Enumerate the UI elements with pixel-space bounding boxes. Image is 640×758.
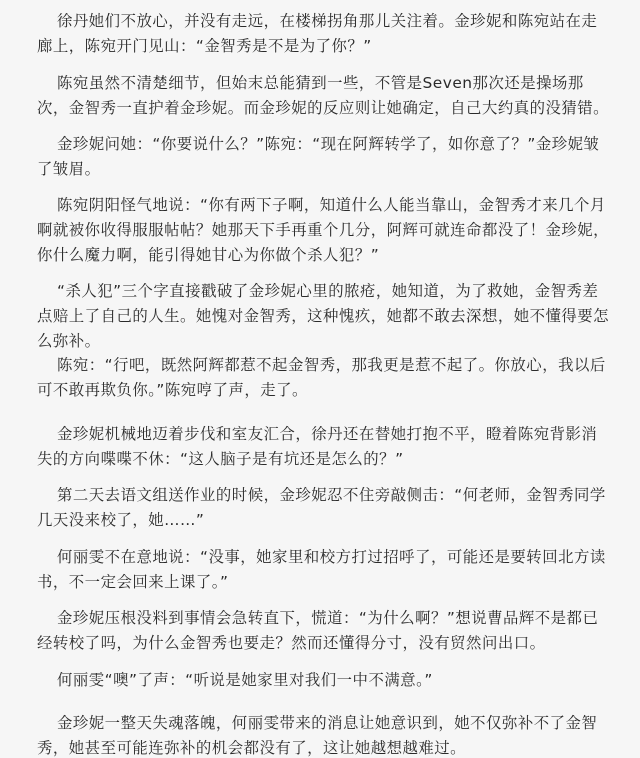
paragraph-11: 何丽雯“噢”了声：“听说是她家里对我们一中不满意。” bbox=[57, 671, 433, 689]
paragraph-4: 陈宛阴阳怪气地说：“你有两下子啊，知道什么人能当靠山，金智秀才来几个月啊就被你收得服服帖帖？她那天下手再重个几分，阿辉可就连命都没了！金珍妮，你什么魔力啊，能引得她甘心为你做个杀人犯？” bbox=[37, 196, 610, 264]
paragraph-3: 金珍妮问她：“你要说什么？”陈宛：“现在阿辉转学了，如你意了？”金珍妮皱了皱眉。 bbox=[37, 135, 600, 178]
paragraph-2: 陈宛虽然不清楚细节，但始末总能猜到一些，不管是Seven那次还是操场那次，金智秀一直护着金珍妮。而金珍妮的反应则让她确定，自己大约真的没猜错。 bbox=[37, 74, 610, 117]
paragraph-6: 陈宛：“行吧，既然阿辉都惹不起金智秀，那我更是惹不起了。你放心，我以后可不敢再欺负你。”陈宛哼了声，走了。 bbox=[37, 356, 606, 399]
paragraph-9: 何丽雯不在意地说：“没事，她家里和校方打过招呼了，可能还是要转回北方读书，不一定会回来上课了。” bbox=[37, 548, 606, 591]
paragraph-8: 第二天去语文组送作业的时候，金珍妮忍不住旁敲侧击：“何老师，金智秀同学几天没来校了，她……” bbox=[37, 486, 606, 529]
paragraph-1: 徐丹她们不放心，并没有走远，在楼梯拐角那儿关注着。金珍妮和陈宛站在走廊上，陈宛开门见山：“金智秀是不是为了你？” bbox=[37, 12, 598, 55]
paragraph-10: 金珍妮压根没料到事情会急转直下，慌道：“为什么啊？”想说曹品辉不是都已经转校了吗，为什么金智秀也要走？然而还懂得分寸，没有贸然问出口。 bbox=[37, 609, 599, 652]
paragraph-7: 金珍妮机械地迈着步伐和室友汇合，徐丹还在替她打抱不平，瞪着陈宛背影消失的方向喋喋不休：“这人脑子是有坑还是怎么的？” bbox=[37, 425, 598, 468]
paragraph-12: 金珍妮一整天失魂落魄，何丽雯带来的消息让她意识到，她不仅弥补不了金智秀，她甚至可能连弥补的机会都没有了，这让她越想越难过。 bbox=[37, 714, 598, 757]
paragraph-5: “杀人犯”三个字直接戳破了金珍妮心里的脓疮，她知道，为了救她，金智秀差点赔上了自己的人生。她愧对金智秀，这种愧疚，她都不敢去深想，她不懂得要怎么弥补。 bbox=[37, 282, 610, 350]
